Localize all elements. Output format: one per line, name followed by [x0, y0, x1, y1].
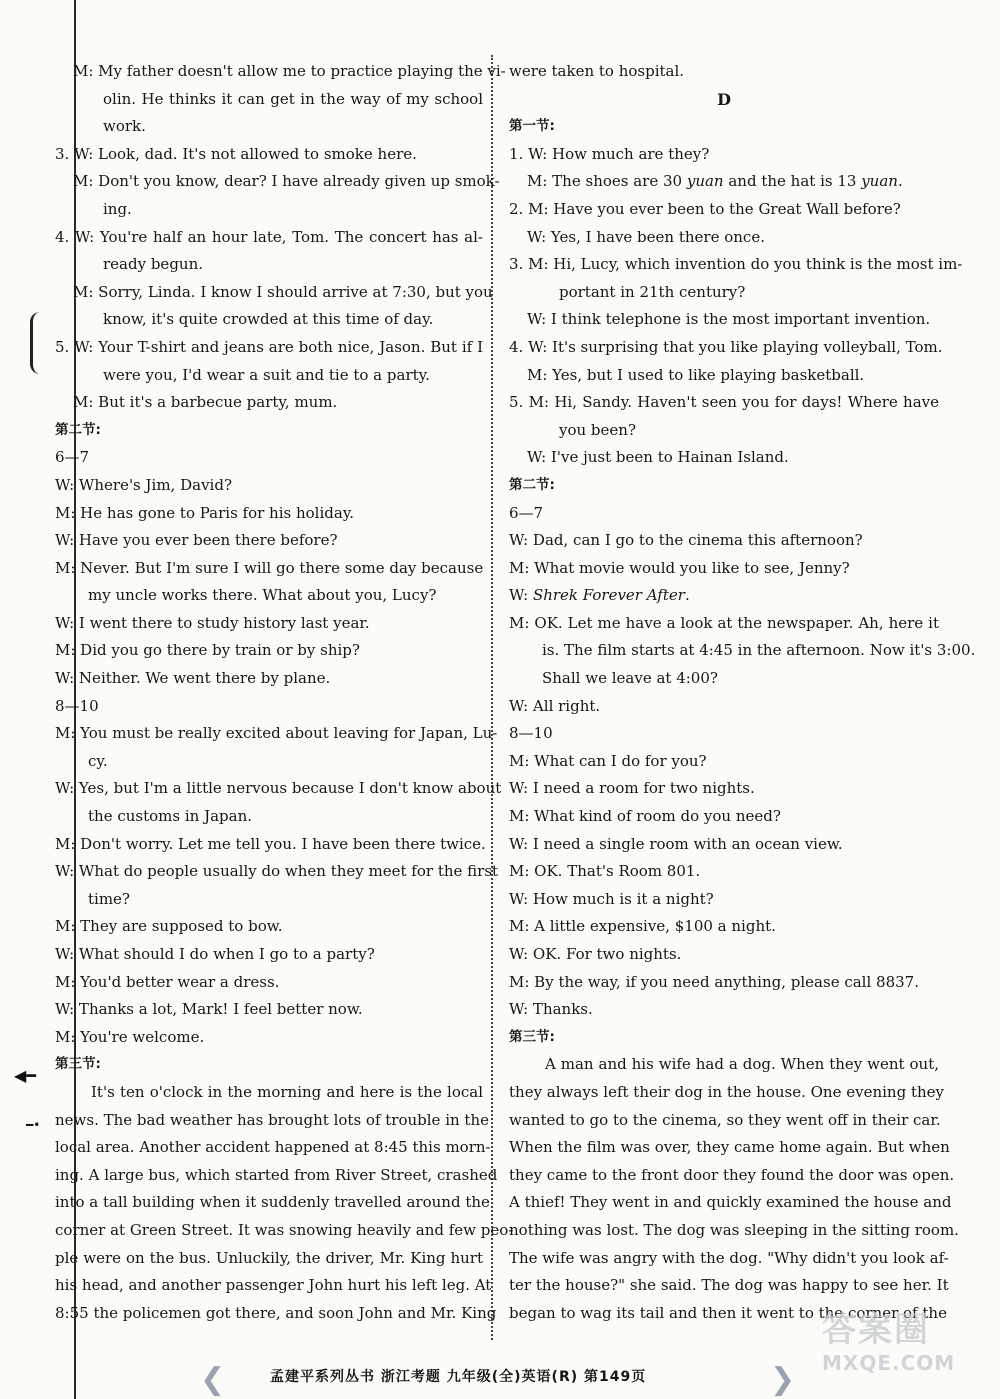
text-line: M: OK. Let me have a look at the newspaper. Ah, here it	[509, 613, 939, 632]
text-line: M: What can I do for you?	[509, 751, 707, 770]
text-line: portant in 21th century?	[559, 282, 746, 301]
text-line: 8:55 the policemen got there, and soon John and Mr. King	[55, 1303, 497, 1322]
text-line: corner at Green Street. It was snowing heavily and few peo-	[55, 1220, 514, 1239]
text-line: M: You must be really excited about leaving for Japan, Lu-	[55, 724, 498, 743]
text-line: 1. W: How much are they?	[509, 144, 710, 163]
text-line: W: Have you ever been there before?	[55, 531, 338, 550]
text-line: ing. A large bus, which started from River Street, crashed	[55, 1165, 498, 1184]
handwritten-bracket-mark	[30, 312, 43, 374]
watermark-line2: MXQE.COM	[822, 1351, 956, 1375]
text-line: M: OK. That's Room 801.	[509, 862, 701, 881]
section-heading: 第三节:	[509, 1028, 555, 1045]
watermark-line1: 答案圈	[822, 1310, 930, 1350]
text-line: know, it's quite crowded at this time of day.	[103, 310, 434, 329]
handwritten-arrow-mark: ◀━	[14, 1066, 36, 1085]
text-line: is. The film starts at 4:45 in the afternoon. Now it's 3:00.	[542, 641, 976, 660]
left-column	[55, 58, 514, 1327]
text-line: you been?	[559, 420, 636, 439]
text-line: A man and his wife had a dog. When they went out,	[545, 1055, 939, 1074]
text-line: W: I think telephone is the most important invention.	[527, 310, 931, 329]
text-line: 3. M: Hi, Lucy, which invention do you think is the most im-	[509, 255, 963, 274]
text-line: Shall we leave at 4:00?	[542, 669, 718, 688]
text-line: M: My father doesn't allow me to practice playing the vi-	[73, 62, 506, 80]
text-line: time?	[88, 889, 130, 908]
watermark-logo	[822, 1302, 992, 1392]
text-line: W: What do people usually do when they meet for the first	[55, 862, 499, 881]
text-line: M: Sorry, Linda. I know I should arrive at 7:30, but you	[73, 282, 493, 301]
text-line: were taken to hospital.	[509, 62, 685, 80]
text-line: 4. W: It's surprising that you like playing volleyball, Tom.	[509, 337, 943, 356]
text-line: W: What should I do when I go to a party?	[55, 945, 375, 963]
text-line: 8—10	[55, 696, 99, 715]
text-line: M: You'd better wear a dress.	[55, 972, 280, 991]
text-line: his head, and another passenger John hurt his left leg. At	[55, 1276, 492, 1295]
text-line: they always left their dog in the house. One evening they	[509, 1082, 944, 1101]
text-line: local area. Another accident happened at 8:45 this morn-	[55, 1138, 491, 1157]
text-line: M: By the way, if you need anything, please call 8837.	[509, 972, 919, 991]
section-heading: 第三节:	[55, 1056, 101, 1073]
text-line: 5. M: Hi, Sandy. Haven't seen you for days! Where have	[509, 393, 939, 412]
text-line: M: You're welcome.	[55, 1027, 205, 1046]
text-line: nothing was lost. The dog was sleeping in the sitting room.	[509, 1220, 959, 1239]
text-line: M: They are supposed to bow.	[55, 917, 283, 936]
text-line: cy.	[88, 751, 108, 770]
text-line: 6—7	[55, 448, 90, 467]
text-line: M: Don't you know, dear? I have already given up smok-	[73, 172, 500, 191]
section-heading: 第二节:	[509, 476, 555, 493]
text-line: M: What movie would you like to see, Jenny?	[509, 558, 850, 577]
text-line: began to wag its tail and then it went to the corner of the	[509, 1303, 947, 1322]
text-line: news. The bad weather has brought lots of trouble in the	[55, 1110, 489, 1129]
text-line: 5. W: Your T-shirt and jeans are both nice, Jason. But if I	[55, 337, 483, 356]
text-line: were you, I'd wear a suit and tie to a party.	[103, 365, 430, 384]
chevron-right-icon: ❯	[770, 1362, 796, 1397]
text-line: W: Dad, can I go to the cinema this afternoon?	[509, 531, 863, 550]
text-line: 6—7	[509, 503, 544, 522]
text-line: olin. He thinks it can get in the way of my school	[103, 89, 483, 108]
text-line: W: Shrek Forever After.	[509, 586, 690, 605]
text-line: ple were on the bus. Unluckily, the driver, Mr. King hurt	[55, 1248, 483, 1267]
text-line: W: Yes, but I'm a little nervous because I don't know about	[55, 779, 502, 798]
right-column	[509, 58, 976, 1327]
text-line: W: Neither. We went there by plane.	[55, 669, 331, 688]
text-line: 4. W: You're half an hour late, Tom. The concert has al-	[55, 227, 483, 246]
footer-text: 孟建平系列丛书 浙江考题 九年级(全)英语(R) 第149页	[270, 1369, 647, 1385]
text-line: W: Thanks a lot, Mark! I feel better now.	[55, 1000, 363, 1019]
text-line: W: I've just been to Hainan Island.	[527, 448, 789, 467]
text-line: W: I need a room for two nights.	[509, 779, 755, 798]
handwritten-tick-mark: ━•	[26, 1118, 41, 1132]
column-divider	[491, 55, 493, 1340]
text-line: W: I went there to study history last year.	[55, 613, 370, 632]
text-line: A thief! They went in and quickly examined the house and	[509, 1193, 952, 1212]
text-line: W: I need a single room with an ocean view.	[509, 834, 843, 853]
text-line: M: Never. But I'm sure I will go there some day because	[55, 558, 484, 577]
text-line: they came to the front door they found the door was open.	[509, 1165, 955, 1184]
text-line: It's ten o'clock in the morning and here is the local	[91, 1082, 483, 1101]
section-heading: 第一节:	[509, 118, 555, 135]
chevron-left-icon: ❮	[200, 1362, 226, 1397]
text-line: M: Yes, but I used to like playing basketball.	[527, 365, 865, 384]
text-line: my uncle works there. What about you, Lucy?	[88, 586, 437, 605]
text-line: ready begun.	[103, 255, 204, 274]
text-line: M: The shoes are 30 yuan and the hat is 13 yuan.	[527, 172, 903, 191]
part-title: D	[717, 89, 731, 109]
text-line: W: OK. For two nights.	[509, 945, 682, 963]
text-line: W: All right.	[509, 696, 601, 715]
text-line: M: Did you go there by train or by ship?	[55, 641, 360, 660]
text-line: work.	[103, 117, 146, 136]
text-line: into a tall building when it suddenly travelled around the	[55, 1193, 490, 1212]
text-line: W: Thanks.	[509, 1000, 593, 1019]
text-line: the customs in Japan.	[88, 807, 252, 826]
text-line: M: What kind of room do you need?	[509, 807, 781, 826]
text-line: ter the house?" she said. The dog was happy to see her. It	[509, 1276, 949, 1295]
text-line: 8—10	[509, 724, 553, 743]
text-line: W: Yes, I have been there once.	[527, 227, 765, 246]
text-line: When the film was over, they came home again. But when	[509, 1138, 950, 1157]
section-heading: 第二节:	[55, 421, 101, 438]
text-line: W: How much is it a night?	[509, 889, 714, 908]
text-line: 3. W: Look, dad. It's not allowed to smoke here.	[55, 144, 417, 163]
text-line: wanted to go to the cinema, so they went off in their car.	[509, 1110, 941, 1129]
text-line: M: Don't worry. Let me tell you. I have been there twice.	[55, 834, 486, 853]
text-line: M: But it's a barbecue party, mum.	[73, 393, 338, 412]
text-line: W: Where's Jim, David?	[55, 475, 232, 494]
text-line: The wife was angry with the dog. "Why didn't you look af-	[509, 1248, 949, 1267]
text-line: M: He has gone to Paris for his holiday.	[55, 503, 355, 522]
text-line: M: A little expensive, $100 a night.	[509, 917, 776, 936]
text-line: 2. M: Have you ever been to the Great Wall before?	[509, 199, 901, 218]
text-line: ing.	[103, 199, 132, 218]
